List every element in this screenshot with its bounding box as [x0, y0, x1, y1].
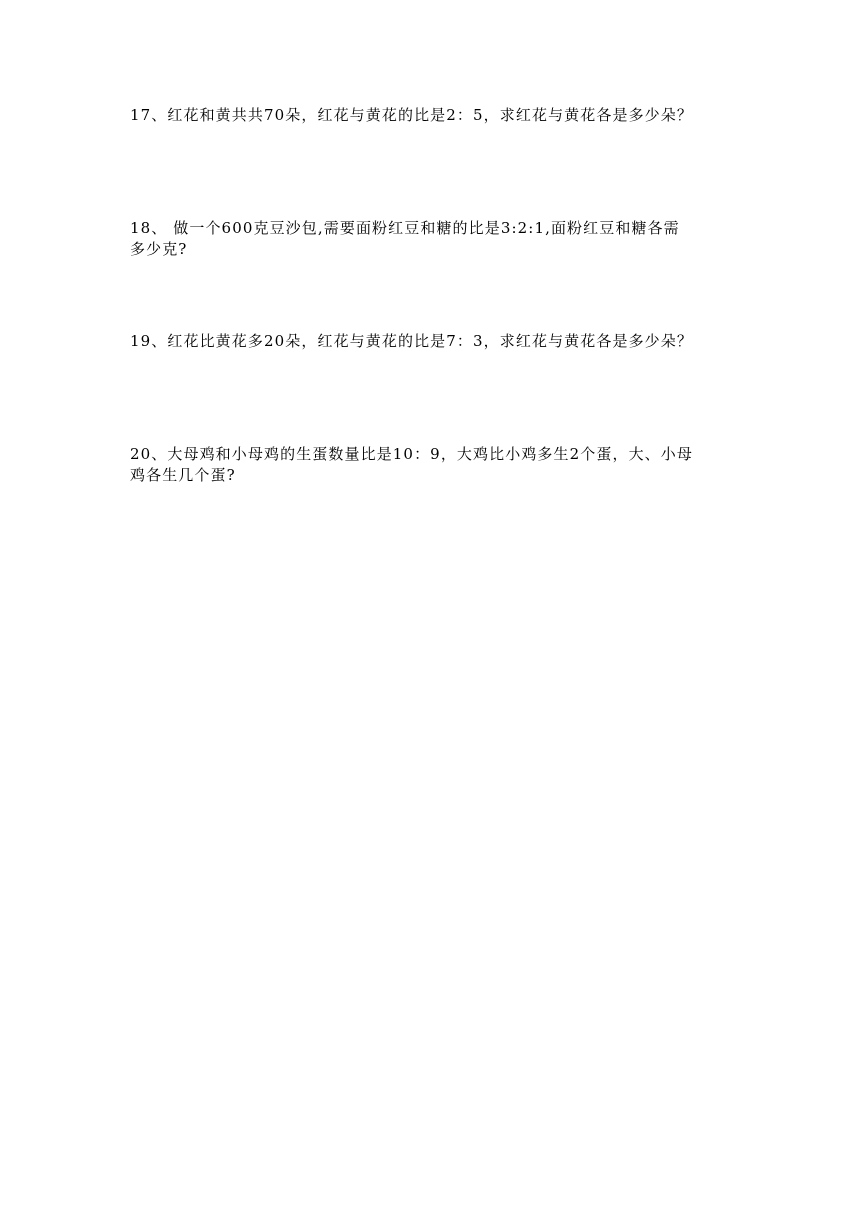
problem-20 [130, 444, 740, 486]
problem-18-text-line-1: 18、 做一个600克豆沙包,需要面粉红豆和糖的比是3:2:1,面粉红豆和糖各需 [130, 219, 680, 237]
problem-20-text-line-2: 鸡各生几个蛋? [130, 466, 236, 484]
problem-20-text-line-1: 20、大母鸡和小母鸡的生蛋数量比是10：9，大鸡比小鸡多生2个蛋，大、小母 [130, 445, 693, 463]
problem-17-text: 17、红花和黄共共70朵，红花与黄花的比是2：5，求红花与黄花各是多少朵？ [130, 106, 693, 124]
problem-18 [130, 218, 740, 260]
problem-18-text-line-2: 多少克? [130, 240, 188, 258]
problem-19-text: 19、红花比黄花多20朵，红花与黄花的比是7：3，求红花与黄花各是多少朵？ [130, 332, 693, 350]
problem-17 [130, 105, 740, 126]
problem-19 [130, 331, 740, 352]
